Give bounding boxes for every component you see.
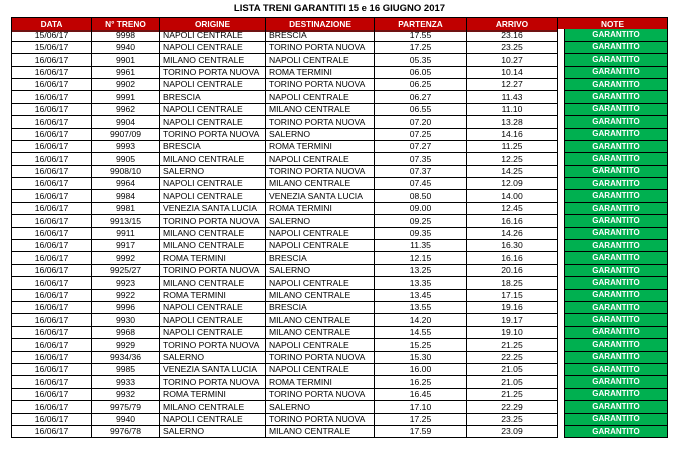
note-badge: GARANTITO	[564, 252, 668, 264]
cell-origin: SALERNO	[160, 426, 266, 438]
cell-origin: TORINO PORTA NUOVA	[160, 215, 266, 227]
cell-destination: TORINO PORTA NUOVA	[266, 116, 375, 128]
cell-arrival: 11.10	[467, 104, 558, 116]
cell-departure: 12.15	[375, 252, 467, 264]
cell-date: 16/06/17	[11, 116, 92, 128]
note-badge: GARANTITO	[564, 414, 668, 426]
cell-destination: SALERNO	[266, 215, 375, 227]
cell-departure: 15.25	[375, 339, 467, 351]
col-header-arrival: ARRIVO	[467, 17, 558, 32]
cell-arrival: 20.16	[467, 265, 558, 277]
cell-destination: MILANO CENTRALE	[266, 327, 375, 339]
note-badge: GARANTITO	[564, 67, 668, 79]
cell-date: 16/06/17	[11, 104, 92, 116]
cell-date: 15/06/17	[11, 42, 92, 54]
cell-departure: 09.35	[375, 228, 467, 240]
cell-date: 15/06/17	[11, 29, 92, 41]
cell-destination: NAPOLI CENTRALE	[266, 54, 375, 66]
cell-arrival: 17.15	[467, 290, 558, 302]
cell-date: 16/06/17	[11, 339, 92, 351]
cell-train-number: 9964	[92, 178, 160, 190]
note-badge: GARANTITO	[564, 190, 668, 202]
cell-origin: ROMA TERMINI	[160, 389, 266, 401]
cell-origin: TORINO PORTA NUOVA	[160, 339, 266, 351]
cell-train-number: 9985	[92, 364, 160, 376]
cell-origin: TORINO PORTA NUOVA	[160, 265, 266, 277]
cell-origin: TORINO PORTA NUOVA	[160, 67, 266, 79]
cell-arrival: 10.27	[467, 54, 558, 66]
note-badge: GARANTITO	[564, 116, 668, 128]
cell-train-number: 9998	[92, 29, 160, 41]
cell-departure: 16.45	[375, 389, 467, 401]
cell-arrival: 14.25	[467, 166, 558, 178]
col-header-data: DATA	[11, 17, 92, 32]
note-badge: GARANTITO	[564, 327, 668, 339]
cell-departure: 07.45	[375, 178, 467, 190]
cell-destination: MILANO CENTRALE	[266, 314, 375, 326]
cell-arrival: 21.25	[467, 389, 558, 401]
cell-arrival: 14.00	[467, 190, 558, 202]
cell-date: 16/06/17	[11, 327, 92, 339]
cell-destination: NAPOLI CENTRALE	[266, 240, 375, 252]
cell-train-number: 9991	[92, 91, 160, 103]
cell-destination: TORINO PORTA NUOVA	[266, 166, 375, 178]
cell-destination: BRESCIA	[266, 252, 375, 264]
col-header-departure: PARTENZA	[375, 17, 467, 32]
cell-destination: MILANO CENTRALE	[266, 104, 375, 116]
cell-train-number: 9925/27	[92, 265, 160, 277]
cell-arrival: 12.27	[467, 79, 558, 91]
page-title: LISTA TRENI GARANTITI 15 e 16 GIUGNO 2017	[233, 3, 446, 14]
cell-destination: ROMA TERMINI	[266, 203, 375, 215]
cell-departure: 07.27	[375, 141, 467, 153]
cell-train-number: 9902	[92, 79, 160, 91]
note-badge: GARANTITO	[564, 352, 668, 364]
cell-arrival: 21.05	[467, 364, 558, 376]
note-badge: GARANTITO	[564, 215, 668, 227]
cell-train-number: 9904	[92, 116, 160, 128]
col-header-note: NOTE	[558, 17, 668, 32]
cell-origin: NAPOLI CENTRALE	[160, 116, 266, 128]
cell-train-number: 9932	[92, 389, 160, 401]
cell-train-number: 9922	[92, 290, 160, 302]
cell-departure: 17.59	[375, 426, 467, 438]
note-badge: GARANTITO	[564, 339, 668, 351]
cell-date: 16/06/17	[11, 91, 92, 103]
cell-destination: TORINO PORTA NUOVA	[266, 414, 375, 426]
note-badge: GARANTITO	[564, 364, 668, 376]
cell-origin: SALERNO	[160, 352, 266, 364]
cell-destination: ROMA TERMINI	[266, 67, 375, 79]
note-badge: GARANTITO	[564, 91, 668, 103]
cell-train-number: 9905	[92, 153, 160, 165]
cell-departure: 17.55	[375, 29, 467, 41]
cell-date: 16/06/17	[11, 414, 92, 426]
cell-arrival: 18.25	[467, 277, 558, 289]
cell-date: 16/06/17	[11, 314, 92, 326]
note-badge: GARANTITO	[564, 104, 668, 116]
note-badge: GARANTITO	[564, 389, 668, 401]
cell-origin: NAPOLI CENTRALE	[160, 190, 266, 202]
cell-departure: 07.20	[375, 116, 467, 128]
cell-date: 16/06/17	[11, 252, 92, 264]
cell-arrival: 12.09	[467, 178, 558, 190]
cell-date: 16/06/17	[11, 153, 92, 165]
cell-departure: 15.30	[375, 352, 467, 364]
cell-date: 16/06/17	[11, 141, 92, 153]
cell-date: 16/06/17	[11, 277, 92, 289]
cell-arrival: 16.16	[467, 252, 558, 264]
note-badge: GARANTITO	[564, 203, 668, 215]
cell-arrival: 19.17	[467, 314, 558, 326]
cell-arrival: 23.09	[467, 426, 558, 438]
cell-train-number: 9968	[92, 327, 160, 339]
cell-destination: TORINO PORTA NUOVA	[266, 352, 375, 364]
cell-destination: NAPOLI CENTRALE	[266, 364, 375, 376]
cell-date: 16/06/17	[11, 203, 92, 215]
note-badge: GARANTITO	[564, 79, 668, 91]
cell-train-number: 9908/10	[92, 166, 160, 178]
cell-destination: VENEZIA SANTA LUCIA	[266, 190, 375, 202]
cell-departure: 05.35	[375, 54, 467, 66]
cell-destination: NAPOLI CENTRALE	[266, 91, 375, 103]
cell-arrival: 19.10	[467, 327, 558, 339]
cell-departure: 16.25	[375, 376, 467, 388]
cell-origin: TORINO PORTA NUOVA	[160, 376, 266, 388]
cell-destination: NAPOLI CENTRALE	[266, 277, 375, 289]
cell-destination: MILANO CENTRALE	[266, 426, 375, 438]
cell-destination: NAPOLI CENTRALE	[266, 228, 375, 240]
cell-origin: TORINO PORTA NUOVA	[160, 129, 266, 141]
cell-origin: BRESCIA	[160, 91, 266, 103]
note-badge: GARANTITO	[564, 153, 668, 165]
cell-arrival: 16.30	[467, 240, 558, 252]
cell-train-number: 9929	[92, 339, 160, 351]
cell-date: 16/06/17	[11, 364, 92, 376]
cell-train-number: 9923	[92, 277, 160, 289]
cell-date: 16/06/17	[11, 389, 92, 401]
cell-train-number: 9996	[92, 302, 160, 314]
cell-destination: MILANO CENTRALE	[266, 290, 375, 302]
note-badge: GARANTITO	[564, 166, 668, 178]
cell-origin: NAPOLI CENTRALE	[160, 42, 266, 54]
note-badge: GARANTITO	[564, 290, 668, 302]
cell-date: 16/06/17	[11, 302, 92, 314]
cell-origin: NAPOLI CENTRALE	[160, 414, 266, 426]
cell-train-number: 9911	[92, 228, 160, 240]
cell-date: 16/06/17	[11, 426, 92, 438]
cell-arrival: 16.16	[467, 215, 558, 227]
note-badge: GARANTITO	[564, 141, 668, 153]
cell-destination: MILANO CENTRALE	[266, 178, 375, 190]
cell-origin: NAPOLI CENTRALE	[160, 104, 266, 116]
cell-train-number: 9962	[92, 104, 160, 116]
cell-destination: ROMA TERMINI	[266, 141, 375, 153]
cell-departure: 14.20	[375, 314, 467, 326]
cell-arrival: 11.43	[467, 91, 558, 103]
cell-train-number: 9917	[92, 240, 160, 252]
cell-arrival: 21.25	[467, 339, 558, 351]
cell-origin: MILANO CENTRALE	[160, 153, 266, 165]
cell-origin: ROMA TERMINI	[160, 290, 266, 302]
cell-departure: 16.00	[375, 364, 467, 376]
cell-arrival: 21.05	[467, 376, 558, 388]
cell-origin: VENEZIA SANTA LUCIA	[160, 364, 266, 376]
note-badge: GARANTITO	[564, 178, 668, 190]
cell-arrival: 14.16	[467, 129, 558, 141]
cell-date: 16/06/17	[11, 79, 92, 91]
cell-departure: 09.25	[375, 215, 467, 227]
cell-date: 16/06/17	[11, 352, 92, 364]
cell-date: 16/06/17	[11, 190, 92, 202]
cell-arrival: 13.28	[467, 116, 558, 128]
cell-date: 16/06/17	[11, 290, 92, 302]
cell-arrival: 19.16	[467, 302, 558, 314]
cell-destination: BRESCIA	[266, 302, 375, 314]
note-badge: GARANTITO	[564, 426, 668, 438]
cell-departure: 06.25	[375, 79, 467, 91]
note-badge: GARANTITO	[564, 265, 668, 277]
cell-train-number: 9992	[92, 252, 160, 264]
note-badge: GARANTITO	[564, 129, 668, 141]
cell-train-number: 9940	[92, 42, 160, 54]
cell-date: 16/06/17	[11, 401, 92, 413]
cell-destination: BRESCIA	[266, 29, 375, 41]
cell-destination: SALERNO	[266, 265, 375, 277]
cell-origin: MILANO CENTRALE	[160, 228, 266, 240]
cell-departure: 17.10	[375, 401, 467, 413]
cell-train-number: 9940	[92, 414, 160, 426]
cell-arrival: 12.25	[467, 153, 558, 165]
cell-departure: 06.27	[375, 91, 467, 103]
cell-destination: SALERNO	[266, 401, 375, 413]
cell-departure: 11.35	[375, 240, 467, 252]
cell-departure: 07.37	[375, 166, 467, 178]
cell-date: 16/06/17	[11, 265, 92, 277]
cell-date: 16/06/17	[11, 67, 92, 79]
cell-departure: 07.35	[375, 153, 467, 165]
cell-arrival: 22.29	[467, 401, 558, 413]
cell-arrival: 11.25	[467, 141, 558, 153]
cell-train-number: 9933	[92, 376, 160, 388]
cell-date: 16/06/17	[11, 215, 92, 227]
cell-origin: MILANO CENTRALE	[160, 240, 266, 252]
cell-departure: 13.35	[375, 277, 467, 289]
cell-train-number: 9934/36	[92, 352, 160, 364]
cell-train-number: 9993	[92, 141, 160, 153]
cell-destination: ROMA TERMINI	[266, 376, 375, 388]
cell-date: 16/06/17	[11, 178, 92, 190]
cell-train-number: 9901	[92, 54, 160, 66]
cell-train-number: 9913/15	[92, 215, 160, 227]
cell-origin: NAPOLI CENTRALE	[160, 302, 266, 314]
cell-date: 16/06/17	[11, 129, 92, 141]
cell-departure: 09.00	[375, 203, 467, 215]
note-badge: GARANTITO	[564, 401, 668, 413]
cell-destination: NAPOLI CENTRALE	[266, 153, 375, 165]
note-badge: GARANTITO	[564, 228, 668, 240]
col-header-origin: ORIGINE	[160, 17, 266, 32]
cell-origin: NAPOLI CENTRALE	[160, 29, 266, 41]
cell-arrival: 22.25	[467, 352, 558, 364]
cell-train-number: 9907/09	[92, 129, 160, 141]
cell-train-number: 9961	[92, 67, 160, 79]
cell-origin: NAPOLI CENTRALE	[160, 327, 266, 339]
cell-origin: ROMA TERMINI	[160, 252, 266, 264]
cell-departure: 13.25	[375, 265, 467, 277]
cell-train-number: 9930	[92, 314, 160, 326]
cell-train-number: 9976/78	[92, 426, 160, 438]
cell-departure: 13.45	[375, 290, 467, 302]
cell-arrival: 23.25	[467, 42, 558, 54]
cell-date: 16/06/17	[11, 54, 92, 66]
cell-origin: MILANO CENTRALE	[160, 401, 266, 413]
cell-departure: 14.55	[375, 327, 467, 339]
note-badge: GARANTITO	[564, 277, 668, 289]
cell-origin: SALERNO	[160, 166, 266, 178]
cell-arrival: 12.45	[467, 203, 558, 215]
note-badge: GARANTITO	[564, 314, 668, 326]
cell-date: 16/06/17	[11, 228, 92, 240]
col-header-train-number: N° TRENO	[92, 17, 160, 32]
cell-destination: TORINO PORTA NUOVA	[266, 42, 375, 54]
cell-departure: 17.25	[375, 414, 467, 426]
cell-train-number: 9975/79	[92, 401, 160, 413]
cell-destination: TORINO PORTA NUOVA	[266, 389, 375, 401]
cell-origin: MILANO CENTRALE	[160, 277, 266, 289]
cell-departure: 07.25	[375, 129, 467, 141]
cell-date: 16/06/17	[11, 376, 92, 388]
note-badge: GARANTITO	[564, 302, 668, 314]
note-badge: GARANTITO	[564, 29, 668, 41]
cell-departure: 13.55	[375, 302, 467, 314]
note-badge: GARANTITO	[564, 42, 668, 54]
cell-departure: 06.05	[375, 67, 467, 79]
note-badge: GARANTITO	[564, 376, 668, 388]
cell-origin: MILANO CENTRALE	[160, 54, 266, 66]
cell-date: 16/06/17	[11, 166, 92, 178]
cell-origin: NAPOLI CENTRALE	[160, 314, 266, 326]
cell-departure: 17.25	[375, 42, 467, 54]
cell-destination: SALERNO	[266, 129, 375, 141]
cell-date: 16/06/17	[11, 240, 92, 252]
cell-departure: 08.50	[375, 190, 467, 202]
cell-destination: TORINO PORTA NUOVA	[266, 79, 375, 91]
col-header-destination: DESTINAZIONE	[266, 17, 375, 32]
cell-origin: BRESCIA	[160, 141, 266, 153]
trains-table	[11, 17, 668, 438]
cell-origin: NAPOLI CENTRALE	[160, 79, 266, 91]
cell-destination: NAPOLI CENTRALE	[266, 339, 375, 351]
note-badge: GARANTITO	[564, 240, 668, 252]
cell-arrival: 14.26	[467, 228, 558, 240]
note-badge: GARANTITO	[564, 54, 668, 66]
cell-train-number: 9984	[92, 190, 160, 202]
cell-origin: VENEZIA SANTA LUCIA	[160, 203, 266, 215]
cell-arrival: 10.14	[467, 67, 558, 79]
cell-train-number: 9981	[92, 203, 160, 215]
cell-departure: 06.55	[375, 104, 467, 116]
cell-arrival: 23.25	[467, 414, 558, 426]
cell-origin: NAPOLI CENTRALE	[160, 178, 266, 190]
cell-arrival: 23.16	[467, 29, 558, 41]
